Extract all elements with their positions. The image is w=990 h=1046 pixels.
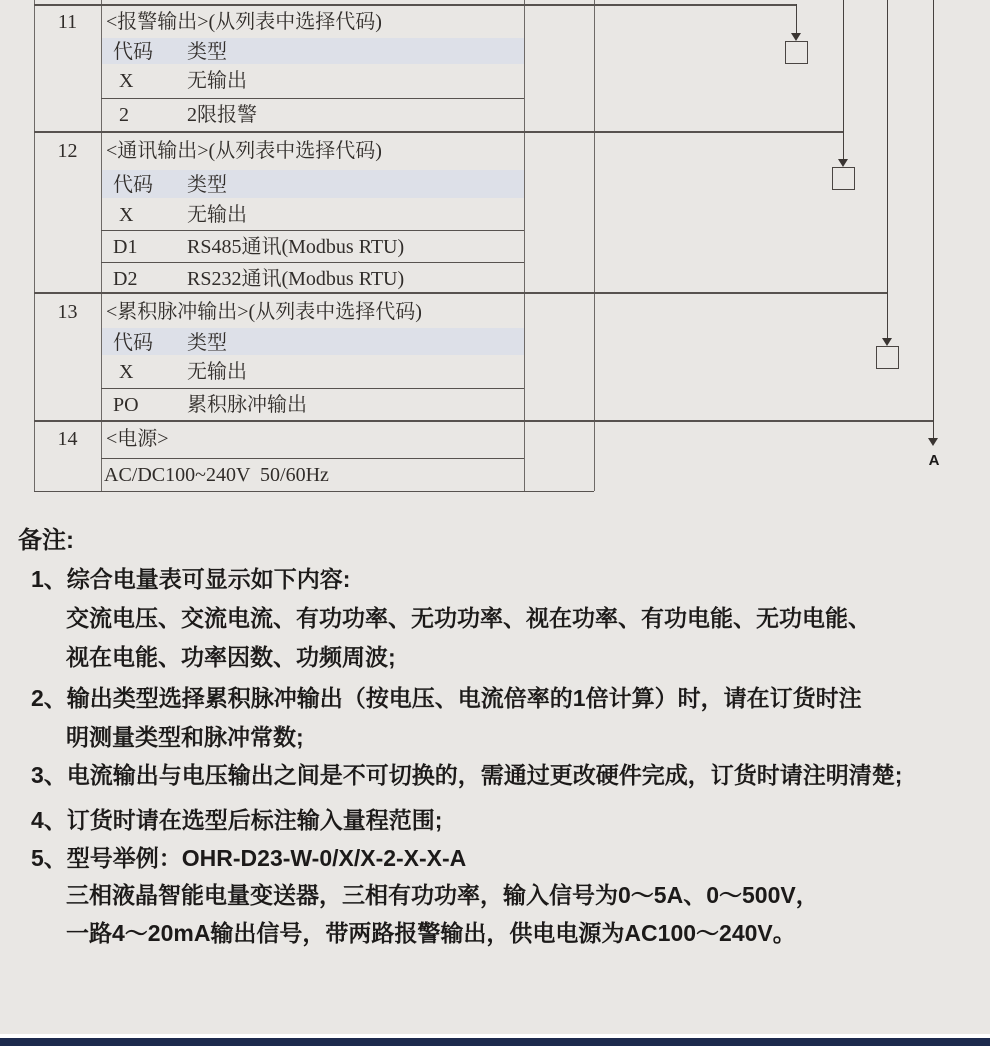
option-type: 无输出 [187, 204, 247, 226]
note-line: 1、综合电量表可显示如下内容: [31, 566, 351, 592]
row13-header-band [102, 328, 524, 355]
leader-line-row13 [887, 0, 888, 338]
row-number: 14 [57, 428, 78, 450]
note-line: 交流电压、交流电流、有功功率、无功功率、视在功率、有功电能、无功电能、 [66, 605, 871, 631]
note-line: 3、电流输出与电压输出之间是不可切换的，需通过更改硬件完成，订货时请注明清楚; [31, 762, 903, 788]
option-type: 2限报警 [187, 104, 257, 126]
row11-option-divider [101, 98, 524, 99]
table-border-bottom [34, 491, 594, 492]
option-type: RS232通讯(Modbus RTU) [187, 268, 405, 290]
note-line: 一路4～20mA输出信号，带两路报警输出，供电电源为AC100～240V。 [66, 920, 796, 946]
leader-line-row12 [843, 0, 844, 159]
row-divider-top-connector [34, 4, 796, 6]
row12-option-divider-2 [101, 262, 524, 263]
row-title: <电源> [106, 428, 169, 450]
row-number: 13 [57, 301, 78, 323]
option-code: 2 [119, 104, 129, 126]
code-header: 代码 [113, 174, 153, 196]
diagram-end-label: A [928, 452, 940, 469]
option-code: X [119, 361, 134, 383]
note-line: 视在电能、功率因数、功频周波; [66, 644, 396, 670]
row13-option-divider [101, 388, 524, 389]
note-line: 4、订货时请在选型后标注输入量程范围; [31, 807, 443, 833]
power-spec: AC/DC100~240V 50/60Hz [104, 464, 329, 486]
note-line: 5、型号举例：OHR-D23-W-0/X/X-2-X-X-A [31, 845, 467, 871]
row-divider-13-14-connector [34, 420, 933, 422]
type-header: 类型 [187, 332, 227, 354]
leader-line-row11 [796, 4, 797, 33]
arrow-down-icon-row11 [791, 33, 801, 41]
row-divider-12-13-connector [34, 292, 887, 294]
option-code: X [119, 70, 134, 92]
arrow-down-icon-row12 [838, 159, 848, 167]
row-title: <通讯输出>(从列表中选择代码) [106, 140, 382, 162]
selection-box-row11 [785, 41, 808, 64]
row-title: <报警输出>(从列表中选择代码) [106, 11, 382, 33]
row12-option-divider-1 [101, 230, 524, 231]
code-header: 代码 [113, 41, 153, 63]
table-divider-content-right [524, 0, 525, 491]
leader-line-row14 [933, 0, 934, 438]
option-type: 无输出 [187, 361, 247, 383]
option-code: D2 [113, 268, 138, 290]
row-number: 12 [57, 140, 78, 162]
option-code: PO [113, 394, 139, 416]
note-line: 明测量类型和脉冲常数; [66, 724, 304, 750]
type-header: 类型 [187, 41, 227, 63]
arrow-down-icon-row13 [882, 338, 892, 346]
option-type: 累积脉冲输出 [187, 394, 307, 416]
row-number: 11 [57, 11, 78, 33]
option-code: X [119, 204, 134, 226]
row11-header-band [102, 38, 524, 64]
option-type: RS485通讯(Modbus RTU) [187, 236, 405, 258]
option-code: D1 [113, 236, 138, 258]
type-header: 类型 [187, 174, 227, 196]
table-border-left [34, 0, 35, 491]
option-type: 无输出 [187, 70, 247, 92]
table-divider-number-col [101, 0, 102, 491]
note-line: 2、输出类型选择累积脉冲输出（按电压、电流倍率的1倍计算）时，请在订货时注 [31, 685, 862, 711]
bottom-bar [0, 1038, 990, 1046]
selection-box-row13 [876, 346, 899, 369]
table-border-right [594, 0, 595, 491]
notes-heading: 备注: [18, 527, 74, 554]
row-title: <累积脉冲输出>(从列表中选择代码) [106, 301, 422, 323]
code-header: 代码 [113, 332, 153, 354]
arrow-down-icon-row14 [928, 438, 938, 446]
row12-header-band [102, 170, 524, 198]
row14-divider [101, 458, 524, 459]
row-divider-11-12-connector [34, 131, 843, 133]
note-line: 三相液晶智能电量变送器，三相有功功率，输入信号为0～5A、0～500V， [66, 882, 819, 908]
selection-box-row12 [832, 167, 855, 190]
